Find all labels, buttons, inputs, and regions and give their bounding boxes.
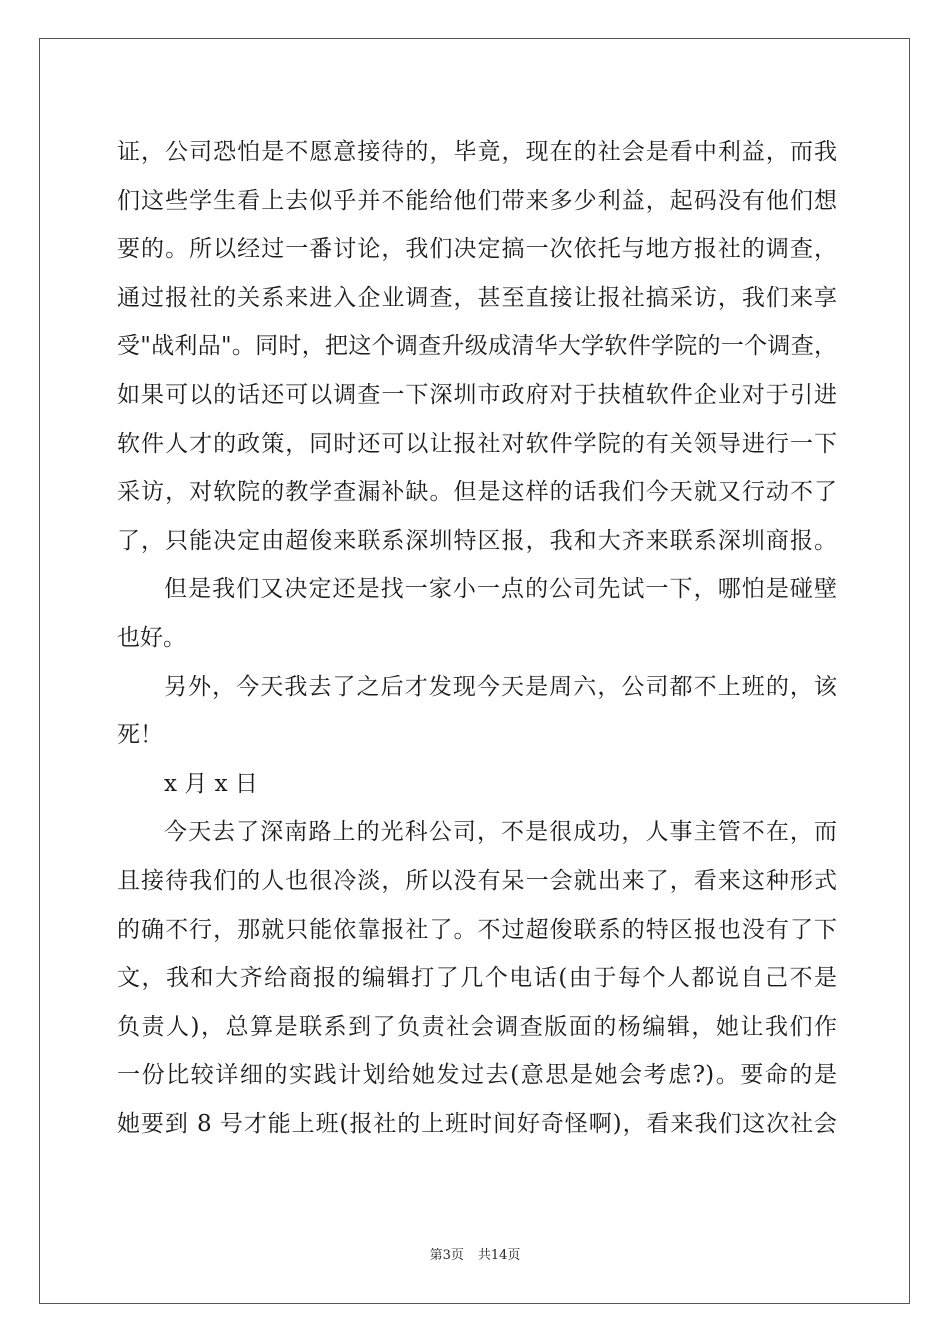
date-heading: x 月 x 日	[164, 770, 258, 797]
text-line: 且接待我们的人也很冷淡，所以没有呆一会就出来了，看来这种形式	[117, 867, 837, 894]
text-line: 也好。	[117, 624, 186, 651]
paragraph-start-line: 另外，今天我去了之后才发现今天是周六，公司都不上班的，该	[164, 673, 837, 700]
text-line: 一份比较详细的实践计划给她发过去(意思是她会考虑?)。要命的是	[117, 1062, 837, 1089]
text-line: 软件人才的政策，同时还可以让报社对软件学院的有关领导进行一下	[117, 430, 837, 457]
text-line: 文，我和大齐给商报的编辑打了几个电话(由于每个人都说自己不是	[117, 965, 837, 992]
text-line: 证，公司恐怕是不愿意接待的，毕竟，现在的社会是看中利益，而我	[117, 139, 837, 165]
text-line: 的确不行，那就只能依靠报社了。不过超俊联系的特区报也没有了下	[117, 916, 837, 943]
text-line: 如果可以的话还可以调查一下深圳市政府对于扶植软件企业对于引进	[117, 381, 837, 408]
text-line: 负责人)，总算是联系到了负责社会调查版面的杨编辑，她让我们作	[117, 1013, 837, 1040]
paragraph-start-line: 但是我们又决定还是找一家小一点的公司先试一下，哪怕是碰壁	[164, 576, 837, 603]
document-body	[117, 128, 837, 1148]
text-line: 采访，对软院的教学查漏补缺。但是这样的话我们今天就又行动不了	[117, 479, 837, 506]
text-line: 受"战利品"。同时，把这个调查升级成清华大学软件学院的一个调查，	[117, 333, 837, 360]
page-number: 第3页	[429, 1248, 464, 1263]
text-line: 要的。所以经过一番讨论，我们决定搞一次依托与地方报社的调查，	[117, 236, 837, 263]
text-line: 了，只能决定由超俊来联系深圳特区报，我和大齐来联系深圳商报。	[117, 527, 837, 554]
text-line: 通过报社的关系来进入企业调查，甚至直接让报社搞采访，我们来享	[117, 284, 837, 311]
page-footer	[0, 1244, 950, 1263]
text-line: 们这些学生看上去似乎并不能给他们带来多少利益，起码没有他们想	[117, 187, 837, 214]
text-line: 死！	[117, 722, 163, 749]
text-line: 她要到 8 号才能上班(报社的上班时间好奇怪啊)，看来我们这次社会	[117, 1110, 837, 1137]
page-total: 共14页	[477, 1248, 521, 1263]
paragraph-start-line: 今天去了深南路上的光科公司，不是很成功，人事主管不在，而	[164, 819, 837, 846]
